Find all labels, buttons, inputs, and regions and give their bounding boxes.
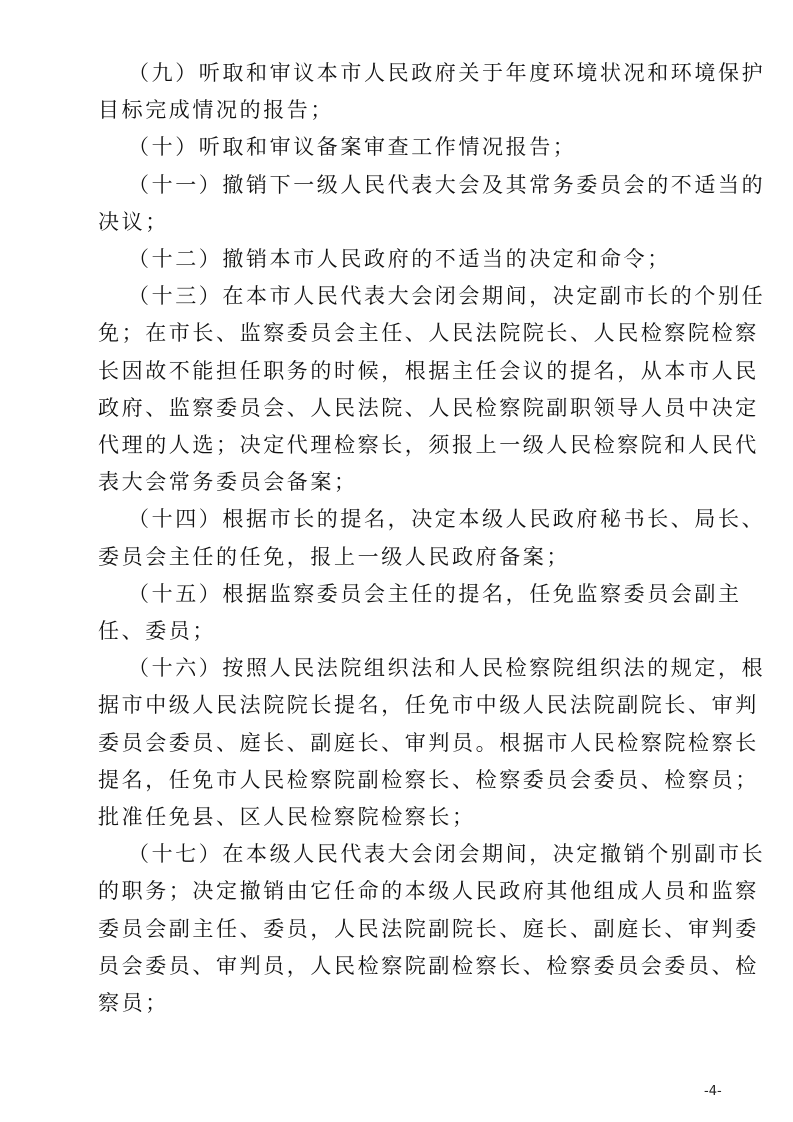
paragraph-line: （十七）在本级人民代表大会闭会期间，决定撤销个别副市长 bbox=[128, 842, 766, 867]
paragraph bbox=[98, 278, 766, 501]
paragraph-line: 表大会常务委员会备案； bbox=[98, 470, 358, 495]
paragraph-line: 代理的人选；决定代理检察长，须报上一级人民检察院和人民代 bbox=[98, 433, 759, 458]
page-number: -4- bbox=[704, 1084, 722, 1099]
paragraph bbox=[98, 129, 710, 166]
paragraph bbox=[98, 167, 766, 241]
paragraph-line: 免；在市长、监察委员会主任、人民法院院长、人民检察院检察 bbox=[98, 321, 759, 346]
paragraph bbox=[98, 650, 766, 836]
paragraph bbox=[98, 501, 766, 575]
paragraph-line: （十一）撤销下一级人民代表大会及其常务委员会的不适当的 bbox=[128, 172, 766, 197]
paragraph-line: 委员会副主任、委员，人民法院副院长、庭长、副庭长、审判委 bbox=[98, 916, 759, 941]
paragraph bbox=[98, 241, 710, 278]
paragraph-line: 的职务；决定撤销由它任命的本级人民政府其他组成人员和监察 bbox=[98, 879, 759, 904]
paragraph-line: 目标完成情况的报告； bbox=[98, 98, 334, 123]
paragraph-line: 批准任免县、区人民检察院检察长； bbox=[98, 805, 476, 830]
paragraph-line: （十五）根据监察委员会主任的提名，任免监察委员会副主 bbox=[128, 581, 742, 606]
paragraph-line: 委员会主任的任免，报上一级人民政府备案； bbox=[98, 544, 570, 569]
paragraph-line: 据市中级人民法院院长提名，任免市中级人民法院副院长、审判 bbox=[98, 693, 759, 718]
paragraph-line: 察员； bbox=[98, 991, 169, 1016]
paragraph-line: （九）听取和审议本市人民政府关于年度环境状况和环境保护 bbox=[128, 61, 766, 85]
paragraph bbox=[98, 836, 766, 1022]
paragraph-line: （十六）按照人民法院组织法和人民检察院组织法的规定，根 bbox=[128, 656, 766, 681]
paragraph-line: 提名，任免市人民检察院副检察长、检察委员会委员、检察员； bbox=[98, 767, 759, 792]
document-body bbox=[98, 55, 766, 1022]
paragraph bbox=[98, 55, 766, 129]
paragraph-line: 长因故不能担任职务的时候，根据主任会议的提名，从本市人民 bbox=[98, 358, 759, 383]
paragraph-line: （十三）在本市人民代表大会闭会期间，决定副市长的个别任 bbox=[128, 284, 766, 309]
paragraph-line: 员会委员、审判员，人民检察院副检察长、检察委员会委员、检 bbox=[98, 953, 759, 978]
paragraph-line: 委员会委员、庭长、副庭长、审判员。根据市人民检察院检察长 bbox=[98, 730, 759, 755]
paragraph-line: （十）听取和审议备案审查工作情况报告； bbox=[128, 135, 577, 160]
paragraph-line: 任、委员； bbox=[98, 619, 216, 644]
paragraph-line: （十四）根据市长的提名，决定本级人民政府秘书长、局长、 bbox=[128, 507, 766, 532]
paragraph-line: 政府、监察委员会、人民法院、人民检察院副职领导人员中决定 bbox=[98, 395, 759, 420]
paragraph bbox=[98, 576, 742, 650]
paragraph-line: （十二）撤销本市人民政府的不适当的决定和命令； bbox=[128, 247, 671, 272]
paragraph-line: 决议； bbox=[98, 209, 169, 234]
